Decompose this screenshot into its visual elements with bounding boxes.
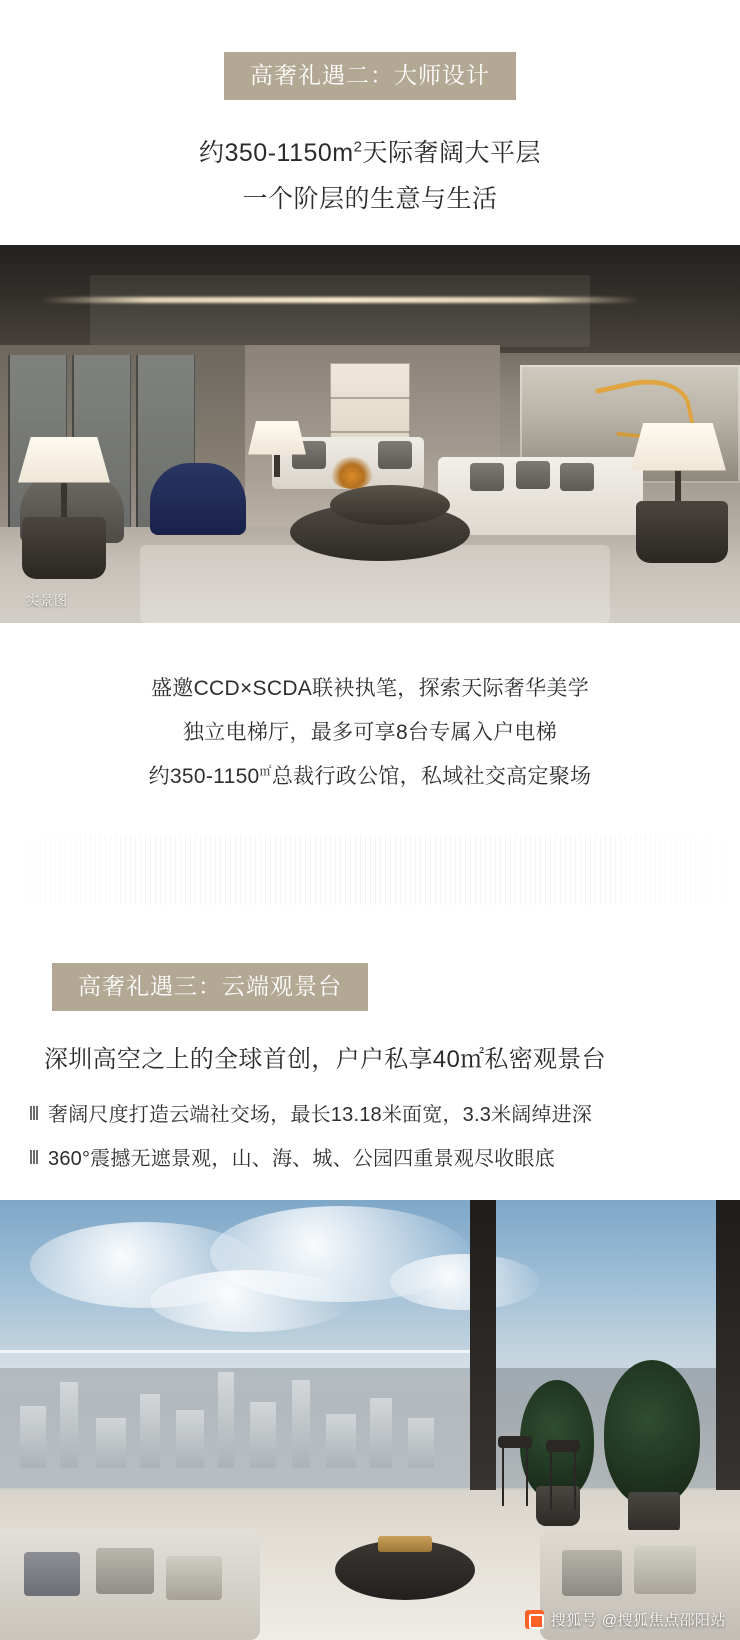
copy-line-1: 盛邀CCD×SCDA联袂执笔，探索天际奢华美学 xyxy=(150,676,589,700)
list-item xyxy=(30,1144,740,1174)
list-item xyxy=(30,1100,740,1130)
decorative-texture xyxy=(0,835,740,905)
lampshade-left xyxy=(18,437,110,483)
copy-line3-post: 总裁行政公馆，私域社交高定聚场 xyxy=(271,764,592,788)
bar-stool-legs-2 xyxy=(550,1452,576,1510)
outdoor-cushion-1 xyxy=(24,1552,80,1596)
photo-caption-real-scene: 实景图 xyxy=(26,592,69,608)
lampshade-mid xyxy=(248,421,306,455)
section2-copy xyxy=(0,623,740,809)
ceiling-cove-light xyxy=(40,297,640,303)
lamp-stem-right xyxy=(675,471,681,501)
outdoor-cushion-4 xyxy=(562,1550,622,1596)
bar-stool-seat-2 xyxy=(546,1440,580,1452)
bar-stool-2 xyxy=(546,1440,580,1510)
watermark xyxy=(525,1609,726,1630)
structural-column-2 xyxy=(716,1200,740,1530)
coffee-table-upper xyxy=(330,485,450,525)
bullet-marker-icon xyxy=(30,1106,39,1120)
section3-subheadline: 深圳高空之上的全球首创，户户私享40㎡私密观景台 xyxy=(44,1045,606,1073)
copy-line-3 xyxy=(0,755,740,799)
section2-headline-line1 xyxy=(0,130,740,176)
section2-badge: 高奢礼遇二：大师设计 xyxy=(224,52,516,100)
copy-line3-pre: 约350-1150 xyxy=(148,764,260,788)
outdoor-cushion-3 xyxy=(166,1556,222,1600)
table-lamp-mid xyxy=(248,421,306,477)
outdoor-cushion-2 xyxy=(96,1548,154,1594)
sky-terrace-photo xyxy=(0,1200,740,1640)
table-lamp-right xyxy=(630,423,726,501)
cushion-3 xyxy=(470,463,504,491)
cushion-5 xyxy=(560,463,594,491)
lampshade-right xyxy=(630,423,726,471)
shelf-line-1 xyxy=(330,397,410,399)
headline-area-pre: 约350-1150m xyxy=(199,139,354,167)
lamp-stem-left xyxy=(61,483,67,517)
floor-lamp-left xyxy=(18,437,110,517)
section2-badge-wrapper xyxy=(0,0,740,100)
serving-tray xyxy=(378,1536,432,1552)
armchair-blue xyxy=(150,463,246,535)
interior-living-room-photo xyxy=(0,245,740,623)
flower-arrangement xyxy=(330,457,374,489)
cushion-4 xyxy=(516,461,550,489)
lamp-stem-mid xyxy=(274,455,280,477)
glass-balustrade xyxy=(0,1350,470,1503)
shelf-line-2 xyxy=(330,431,410,433)
copy-line3-unit: ㎡ xyxy=(259,763,272,778)
watermark-text: 搜狐号 @搜狐焦点邵阳站 xyxy=(550,1611,726,1629)
cloud-4 xyxy=(390,1254,540,1310)
bullet-marker-icon xyxy=(30,1150,39,1164)
copy-line-2: 独立电梯厅，最多可享8台专属入户电梯 xyxy=(182,720,558,744)
cloud-3 xyxy=(150,1270,350,1332)
structural-column-1 xyxy=(470,1200,496,1530)
bullet-text-2: 360°震撼无遮景观，山、海、城、公园四重景观尽收眼底 xyxy=(48,1147,555,1170)
sohu-logo-icon xyxy=(525,1610,544,1629)
section2-headline-line2: 一个阶层的生意与生活 xyxy=(242,185,498,214)
side-table-left xyxy=(22,517,106,579)
bar-stool-seat-1 xyxy=(498,1436,532,1448)
headline-area-post: 天际奢阔大平层 xyxy=(362,139,541,167)
ceiling-recess xyxy=(90,275,590,347)
headline-area-sup: 2 xyxy=(353,138,363,156)
potted-plant-2 xyxy=(604,1360,700,1506)
bar-stool-1 xyxy=(498,1436,532,1506)
bar-stool-legs-1 xyxy=(502,1448,528,1506)
section3-badge-wrapper xyxy=(52,963,740,1011)
section3-badge: 高奢礼遇三：云端观景台 xyxy=(52,963,368,1011)
outdoor-cushion-5 xyxy=(634,1546,696,1594)
section3-bullet-list xyxy=(30,1100,740,1174)
side-table-right xyxy=(636,501,728,563)
cushion-2 xyxy=(378,441,412,469)
bullet-text-1: 奢阔尺度打造云端社交场，最长13.18米面宽，3.3米阔绰进深 xyxy=(48,1103,593,1126)
section2-headline xyxy=(0,130,740,223)
